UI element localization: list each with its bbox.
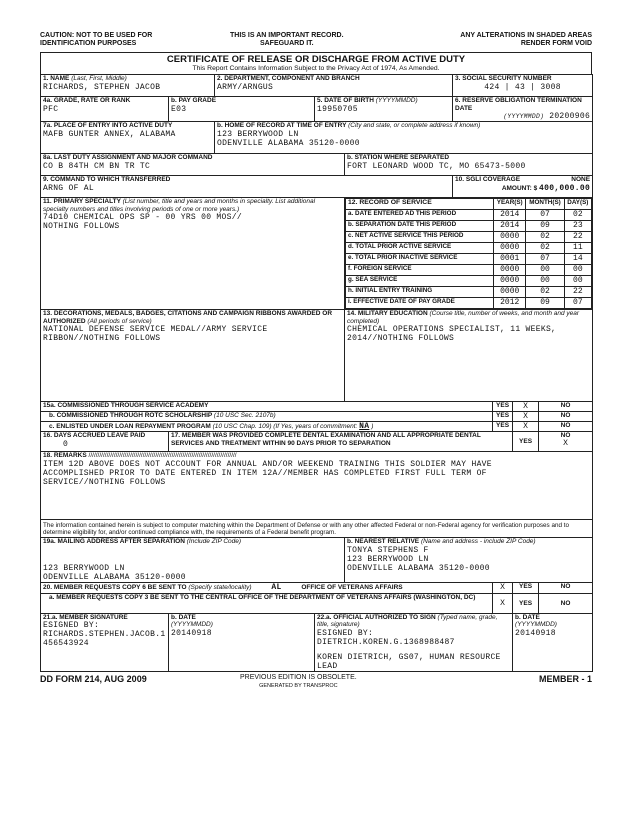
field-14-education: 14. MILITARY EDUCATION (Course title, number of weeks, and month and year completed) CHEMICAL OPERATIONS SPECIALIST, 11 WEEKS, 2014//NOTHING FOLLOWS: [345, 310, 593, 402]
check-mark: X: [563, 439, 568, 448]
field-6-reserve-date: 6. RESERVE OBLIGATION TERMINATION DATE (YYYYMMDD) 20200906: [453, 97, 593, 122]
form-body: [40, 74, 593, 672]
form-number: DD FORM 214, AUG 2009: [40, 673, 147, 684]
service-months: 02: [526, 287, 564, 298]
form-header: [40, 30, 592, 52]
service-years: 2014: [494, 221, 526, 232]
field-4b-pay-grade: b. PAY GRADE E03: [169, 97, 315, 122]
service-days: 11: [564, 243, 591, 254]
edition-note: PREVIOUS EDITION IS OBSOLETE. GENERATED BY TRANSPROC: [240, 673, 357, 689]
service-days: 07: [564, 298, 591, 309]
form-title: CERTIFICATE OF RELEASE OR DISCHARGE FROM ACTIVE DUTY: [40, 52, 592, 65]
check-mark: X: [493, 593, 513, 613]
field-7a-place-of-entry: 7a. PLACE OF ENTRY INTO ACTIVE DUTY MAFB GUNTER ANNEX, ALABAMA: [41, 122, 215, 154]
service-table: [345, 198, 592, 309]
field-21b-date: b. DATE (YYYYMMDD) 20140918: [169, 613, 315, 671]
dd214-form: [40, 30, 592, 700]
field-19b-relative: b. NEAREST RELATIVE (Name and address - include ZIP Code) TONYA STEPHENS F 123 BERRYWOOD LN ODENVILLE ALABAMA 35120-0000: [345, 538, 593, 583]
check-mark: X: [493, 582, 513, 593]
service-years: 2014: [494, 210, 526, 221]
no-label: NO: [539, 593, 593, 613]
service-months: 02: [526, 232, 564, 243]
field-22b-date: b. DATE (YYYYMMDD) 20140918: [513, 613, 593, 671]
no-label: NO: [539, 402, 593, 412]
field-17-dental: 17. MEMBER WAS PROVIDED COMPLETE DENTAL EXAMINATION AND ALL APPROPRIATE DENTAL SERVICES AND TREATMENT WITHIN 90 DAYS PRIOR TO SEPARATION: [169, 432, 513, 452]
no-label: NO: [539, 422, 593, 432]
field-16-leave: 16. DAYS ACCRUED LEAVE PAID 0: [41, 432, 169, 452]
service-row-label: d. TOTAL PRIOR ACTIVE SERVICE: [346, 243, 494, 254]
field-8a-last-duty: 8a. LAST DUTY ASSIGNMENT AND MAJOR COMMAND CO B 84TH CM BN TR TC: [41, 154, 345, 176]
service-row: [346, 265, 592, 276]
service-months: 09: [526, 298, 564, 309]
service-years: 2012: [494, 298, 526, 309]
yes-label: YES: [493, 402, 513, 412]
service-row-label: i. EFFECTIVE DATE OF PAY GRADE: [346, 298, 494, 309]
service-years: 0001: [494, 254, 526, 265]
field-9-command: 9. COMMAND TO WHICH TRANSFERRED ARNG OF AL: [41, 176, 453, 198]
service-row-label: e. TOTAL PRIOR INACTIVE SERVICE: [346, 254, 494, 265]
field-12-record-of-service: [345, 198, 593, 310]
field-18-remarks: 18. REMARKS ////////////////////////////////////////////////////////////////////////////////// ITEM 12D ABOVE DOES NOT ACCOUNT FOR ANNUAL AND/OR WEEKEND TRAINING THIS SOLDIER MAY HAVE ACCOMPLISHED PRIOR TO DATE ENTERED IN ITEM 12A//MEMBER HAS COMPLETED FIRST FULL TERM OF SERVICE//NOTHING FOLLOWS: [41, 452, 593, 520]
col-years: YEAR(S): [494, 199, 526, 210]
yes-label: YES: [493, 422, 513, 432]
field-13-decorations: 13. DECORATIONS, MEDALS, BADGES, CITATIONS AND CAMPAIGN RIBBONS AWARDED OR AUTHORIZED (All periods of service) NATIONAL DEFENSE SERVICE MEDAL//ARMY SERVICE RIBBON//NOTHING FOLLOWS: [41, 310, 345, 402]
service-days: 02: [564, 210, 591, 221]
yes-label: YES: [513, 593, 539, 613]
field-15b-rotc: b. COMMISSIONED THROUGH ROTC SCHOLARSHIP (10 USC Sec. 2107b): [41, 412, 493, 422]
service-months: 07: [526, 210, 564, 221]
field-15a-academy: 15a. COMMISSIONED THROUGH SERVICE ACADEMY: [41, 402, 493, 412]
important-record-notice: THIS IS AN IMPORTANT RECORD. SAFEGUARD IT.: [230, 32, 344, 47]
no-label: NO: [539, 412, 593, 422]
service-years: 0000: [494, 232, 526, 243]
service-row-label: c. NET ACTIVE SERVICE THIS PERIOD: [346, 232, 494, 243]
service-months: 02: [526, 243, 564, 254]
field-15c-loan: c. ENLISTED UNDER LOAN REPAYMENT PROGRAM (10 USC Chap. 109) (If Yes, years of commitment: NA ): [41, 422, 493, 432]
yes-label: YES: [513, 432, 539, 452]
service-days: 23: [564, 221, 591, 232]
field-10-sgli: 10. SGLI COVERAGE NONE AMOUNT: $ 400,000.00: [453, 176, 593, 198]
service-row: [346, 287, 592, 298]
field-8b-station: b. STATION WHERE SEPARATED FORT LEONARD WOOD TC, MO 65473-5000: [345, 154, 593, 176]
service-row: [346, 254, 592, 265]
dental-no-cell: [539, 432, 593, 452]
copy-label: MEMBER - 1: [538, 673, 592, 684]
service-row: [346, 221, 592, 232]
service-row: [346, 243, 592, 254]
service-row: [346, 210, 592, 221]
field-20-copy6: 20. MEMBER REQUESTS COPY 6 BE SENT TO (Specify state/locality) AL OFFICE OF VETERANS AFFAIRS: [41, 582, 493, 593]
col-days: DAY(S): [564, 199, 591, 210]
service-days: 00: [564, 265, 591, 276]
yes-label: YES: [513, 582, 539, 593]
yes-label: YES: [493, 412, 513, 422]
field-1-name: 1. NAME (Last, First, Middle) RICHARDS, STEPHEN JACOB: [41, 75, 215, 97]
check-mark: X: [513, 422, 539, 432]
service-row: [346, 298, 592, 309]
service-row: [346, 232, 592, 243]
field-19a-mailing: 19a. MAILING ADDRESS AFTER SEPARATION (Include ZIP Code) 123 BERRYWOOD LN ODENVILLE ALABAMA 35120-0000: [41, 538, 345, 583]
field-20a-copy3: a. MEMBER REQUESTS COPY 3 BE SENT TO THE CENTRAL OFFICE OF THE DEPARTMENT OF VETERANS AFFAIRS (WASHINGTON, DC): [41, 593, 493, 613]
service-days: 14: [564, 254, 591, 265]
privacy-notice: The information contained herein is subject to computer matching within the Department of Defense or with any other affected Federal or non-Federal agency for verification purposes and to determine eligibility for, and/or continued compliance with, the requirements of a Federal benefit program.: [41, 520, 593, 538]
caution-notice: CAUTION: NOT TO BE USED FOR IDENTIFICATION PURPOSES: [40, 32, 153, 47]
field-5-dob: 5. DATE OF BIRTH (YYYYMMDD) 19950705: [315, 97, 453, 122]
no-label: NO: [539, 582, 593, 593]
service-row-label: g. SEA SERVICE: [346, 276, 494, 287]
service-days: 00: [564, 276, 591, 287]
field-21a-member-signature: 21.a. MEMBER SIGNATURE ESIGNED BY: RICHARDS.STEPHEN.JACOB.1 456543924: [41, 613, 169, 671]
privacy-subtitle: This Report Contains Information Subject to the Privacy Act of 1974, As Amended.: [40, 65, 592, 74]
check-mark: X: [513, 402, 539, 412]
service-months: 07: [526, 254, 564, 265]
col-months: MONTH(S): [526, 199, 564, 210]
field-11-specialty: 11. PRIMARY SPECIALTY (List number, title and years and months in specialty. List additional specialty numbers and titles involving periods of one or more years.) 74D10 CHEMICAL OPS SP - 00 YRS 00 MOS// NOTHING FOLLOWS: [41, 198, 345, 310]
service-years: 0000: [494, 243, 526, 254]
field-7b-home-of-record: b. HOME OF RECORD AT TIME OF ENTRY (City and state, or complete address if known) 123 BERRYWOOD LN ODENVILLE ALABAMA 35120-0000: [215, 122, 593, 154]
alteration-notice: ANY ALTERATIONS IN SHADED AREAS RENDER FORM VOID: [460, 32, 592, 47]
service-days: 22: [564, 287, 591, 298]
service-row-label: h. INITIAL ENTRY TRAINING: [346, 287, 494, 298]
service-months: 00: [526, 265, 564, 276]
service-months: 09: [526, 221, 564, 232]
service-heading: 12. RECORD OF SERVICE: [346, 199, 494, 210]
service-years: 0000: [494, 276, 526, 287]
field-2-department: 2. DEPARTMENT, COMPONENT AND BRANCH ARMY/ARNGUS: [215, 75, 453, 97]
service-months: 00: [526, 276, 564, 287]
service-years: 0000: [494, 287, 526, 298]
service-row-label: b. SEPARATION DATE THIS PERIOD: [346, 221, 494, 232]
service-row-label: a. DATE ENTERED AD THIS PERIOD: [346, 210, 494, 221]
field-3-ssn: 3. SOCIAL SECURITY NUMBER 424 | 43 | 3008: [453, 75, 593, 97]
no-label: NO: [560, 432, 571, 439]
field-22a-official: 22.a. OFFICIAL AUTHORIZED TO SIGN (Typed name, grade, title, signature) ESIGNED BY: DIETRICH.KOREN.G.1368988487 KOREN DIETRICH, GS07, HUMAN RESOURCE LEAD: [315, 613, 513, 671]
service-row-label: f. FOREIGN SERVICE: [346, 265, 494, 276]
check-mark: X: [513, 412, 539, 422]
form-footer: [40, 672, 592, 700]
field-4a-grade: 4a. GRADE, RATE OR RANK PFC: [41, 97, 169, 122]
service-days: 22: [564, 232, 591, 243]
service-row: [346, 276, 592, 287]
service-years: 0000: [494, 265, 526, 276]
